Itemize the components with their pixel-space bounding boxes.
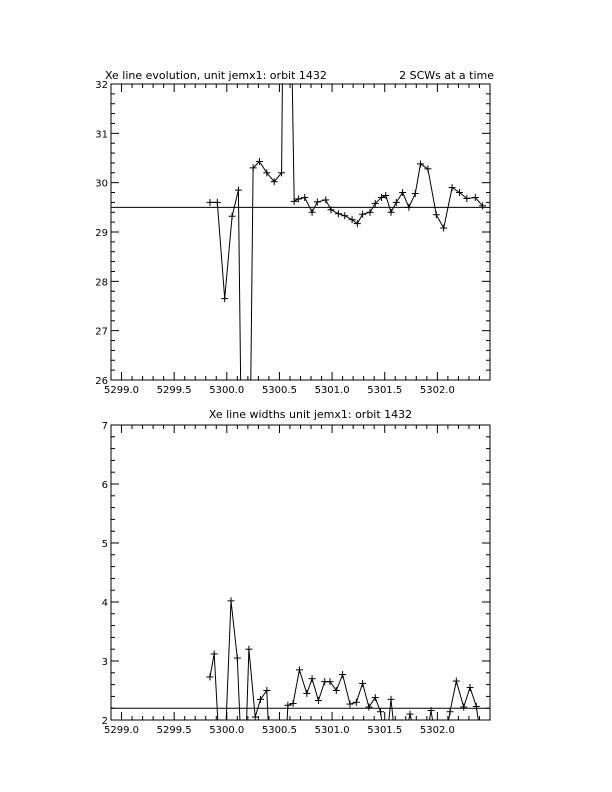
data-point: [341, 212, 348, 219]
data-point: [257, 696, 264, 703]
x-tick-label: 5301.5: [367, 725, 403, 736]
data-point: [393, 199, 400, 206]
y-tick-label: 29: [95, 228, 108, 239]
y-tick-label: 31: [95, 129, 108, 141]
data-point: [388, 696, 395, 703]
data-point: [412, 190, 419, 197]
data-point: [339, 671, 346, 678]
data-point: [405, 204, 412, 211]
chart-subtitle: 2 SCWs at a time: [399, 69, 494, 82]
data-point: [466, 684, 473, 691]
data-point: [353, 699, 360, 706]
data-point: [301, 194, 308, 201]
data-point: [333, 687, 340, 694]
data-point: [446, 708, 453, 715]
data-point: [354, 220, 361, 227]
data-point: [335, 210, 342, 217]
y-tick-label: 7: [101, 421, 108, 432]
y-tick-label: 4: [101, 598, 108, 609]
data-point: [377, 708, 384, 715]
data-point: [303, 690, 310, 697]
data-point: [440, 225, 447, 232]
data-point: [229, 213, 236, 220]
data-point: [234, 655, 241, 662]
series-line: [210, 601, 483, 792]
data-point: [406, 711, 413, 718]
y-tick-label: 28: [95, 277, 108, 289]
x-tick-label: 5299.0: [104, 725, 140, 736]
data-point: [359, 211, 366, 218]
y-tick-label: 6: [101, 480, 108, 491]
x-tick-label: 5301.5: [367, 385, 403, 396]
data-point: [460, 704, 467, 711]
x-tick-label: 5300.5: [261, 385, 297, 396]
x-tick-label: 5301.0: [314, 385, 350, 396]
chart-title: Xe line widths unit jemx1: orbit 1432: [208, 408, 413, 421]
y-tick-label: 3: [101, 657, 108, 668]
y-tick-label: 2: [101, 716, 108, 727]
data-point: [365, 704, 372, 711]
data-point: [315, 697, 322, 704]
data-point: [346, 701, 353, 708]
data-point: [245, 646, 252, 653]
data-point: [453, 678, 460, 685]
data-point: [263, 687, 270, 694]
data-point: [221, 295, 228, 302]
y-tick-label: 26: [95, 376, 108, 387]
x-tick-label: 5302.0: [419, 385, 455, 396]
chart-title: Xe line evolution, unit jemx1: orbit 1432: [105, 69, 327, 82]
data-point: [417, 160, 424, 167]
data-point: [388, 209, 395, 216]
data-point: [206, 673, 213, 680]
x-tick-label: 5299.5: [156, 725, 192, 736]
y-tick-label: 32: [95, 80, 108, 91]
data-point: [228, 597, 235, 604]
data-point: [326, 678, 333, 685]
y-tick-label: 30: [95, 178, 108, 190]
data-point: [309, 675, 316, 682]
plot-frame: [111, 84, 490, 380]
data-point: [206, 199, 213, 206]
y-tick-label: 5: [101, 539, 108, 550]
data-point: [322, 196, 329, 203]
data-point: [449, 184, 456, 191]
data-point: [473, 703, 480, 710]
data-point: [290, 700, 297, 707]
data-point: [372, 694, 379, 701]
data-point: [433, 211, 440, 218]
data-point: [314, 198, 321, 205]
bottom-chart: [102, 408, 490, 792]
plot-frame: [111, 425, 490, 720]
x-tick-label: 5300.5: [261, 725, 297, 736]
x-tick-label: 5300.0: [209, 385, 245, 396]
x-tick-label: 5300.0: [209, 725, 245, 736]
data-point: [235, 187, 242, 194]
data-point: [296, 666, 303, 673]
data-point: [399, 189, 406, 196]
data-point: [211, 650, 218, 657]
x-tick-label: 5301.0: [314, 725, 350, 736]
data-point: [309, 209, 316, 216]
x-tick-label: 5302.0: [419, 725, 455, 736]
x-tick-label: 5299.5: [156, 385, 192, 396]
data-point: [359, 680, 366, 687]
y-tick-label: 27: [95, 326, 108, 338]
x-tick-label: 5299.0: [104, 385, 140, 396]
data-point: [424, 165, 431, 172]
data-point: [366, 209, 373, 216]
top-chart: [95, 0, 494, 454]
data-point: [214, 199, 221, 206]
